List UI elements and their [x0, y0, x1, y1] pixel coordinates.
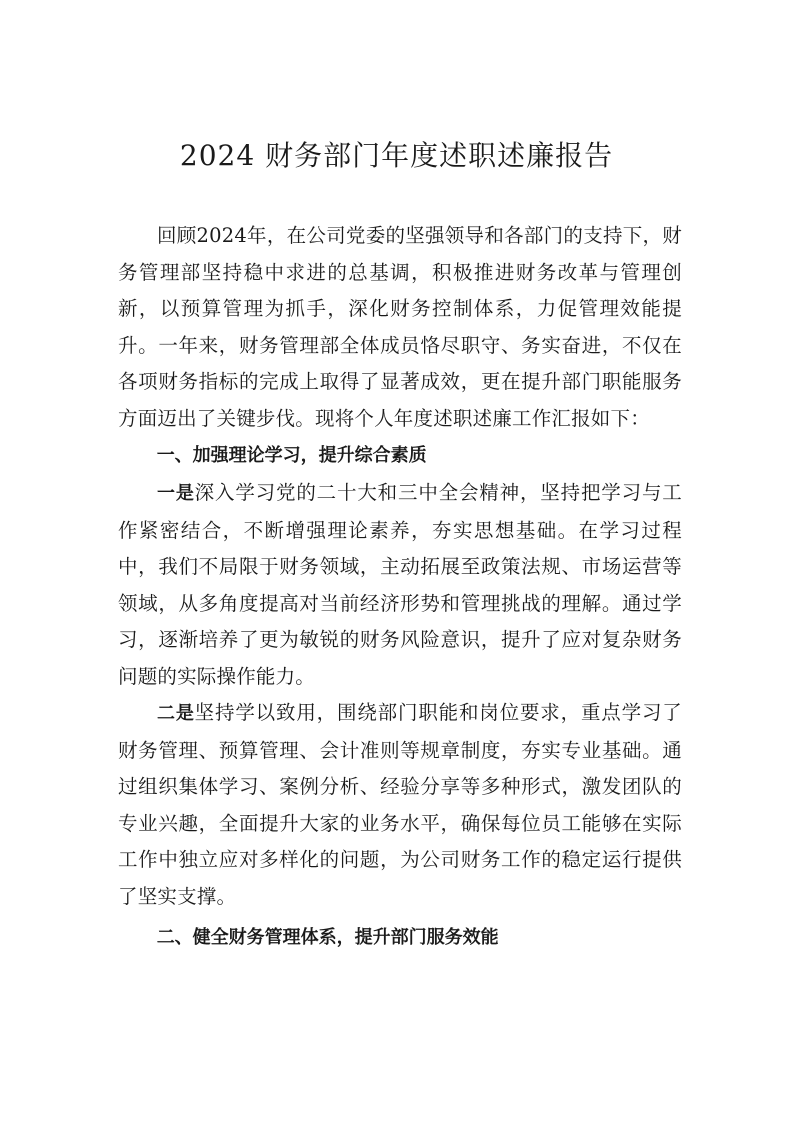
section-2-heading: 二、健全财务管理体系，提升部门服务效能 [156, 927, 499, 948]
section-1-heading: 一、加强理论学习，提升综合素质 [156, 445, 427, 466]
section-1-point-2 [118, 695, 682, 915]
intro-paragraph: 回顾2024年，在公司党委的坚强领导和各部门的支持下，财务管理部坚持稳中求进的总基调，积极推进财务改革与管理创新，以预算管理为抓手，深化财务控制体系，力促管理效能提升。一年来，财务管理部全体成员恪尽职守、务实奋进，不仅在各项财务指标的完成上取得了显著成效，更在提升部门职能服务方面迈出了关键步伐。现将个人年度述职述廉工作汇报如下： [118, 224, 682, 430]
point-2-text: 坚持学以致用，围绕部门职能和岗位要求，重点学习了财务管理、预算管理、会计准则等规章制度，夯实专业基础。通过组织集体学习、案例分析、经验分享等多种形式，激发团队的专业兴趣，全面提升大家的业务水平，确保每位员工能够在实际工作中独立应对多样化的问题，为公司财务工作的稳定运行提供了坚实支撑。 [118, 701, 682, 908]
section-1-point-1 [118, 475, 682, 695]
point-1-lead: 一是 [157, 483, 195, 504]
point-1-text: 深入学习党的二十大和三中全会精神，坚持把学习与工作紧密结合，不断增强理论素养，夯实思想基础。在学习过程中，我们不局限于财务领域，主动拓展至政策法规、市场运营等领域，从多角度提高对当前经济形势和管理挑战的理解。通过学习，逐渐培养了更为敏锐的财务风险意识，提升了应对复杂财务问题的实际操作能力。 [118, 481, 682, 688]
page-title: 2024 财务部门年度述职述廉报告 [179, 139, 614, 172]
document-body [118, 218, 682, 959]
point-2-lead: 二是 [157, 703, 195, 724]
